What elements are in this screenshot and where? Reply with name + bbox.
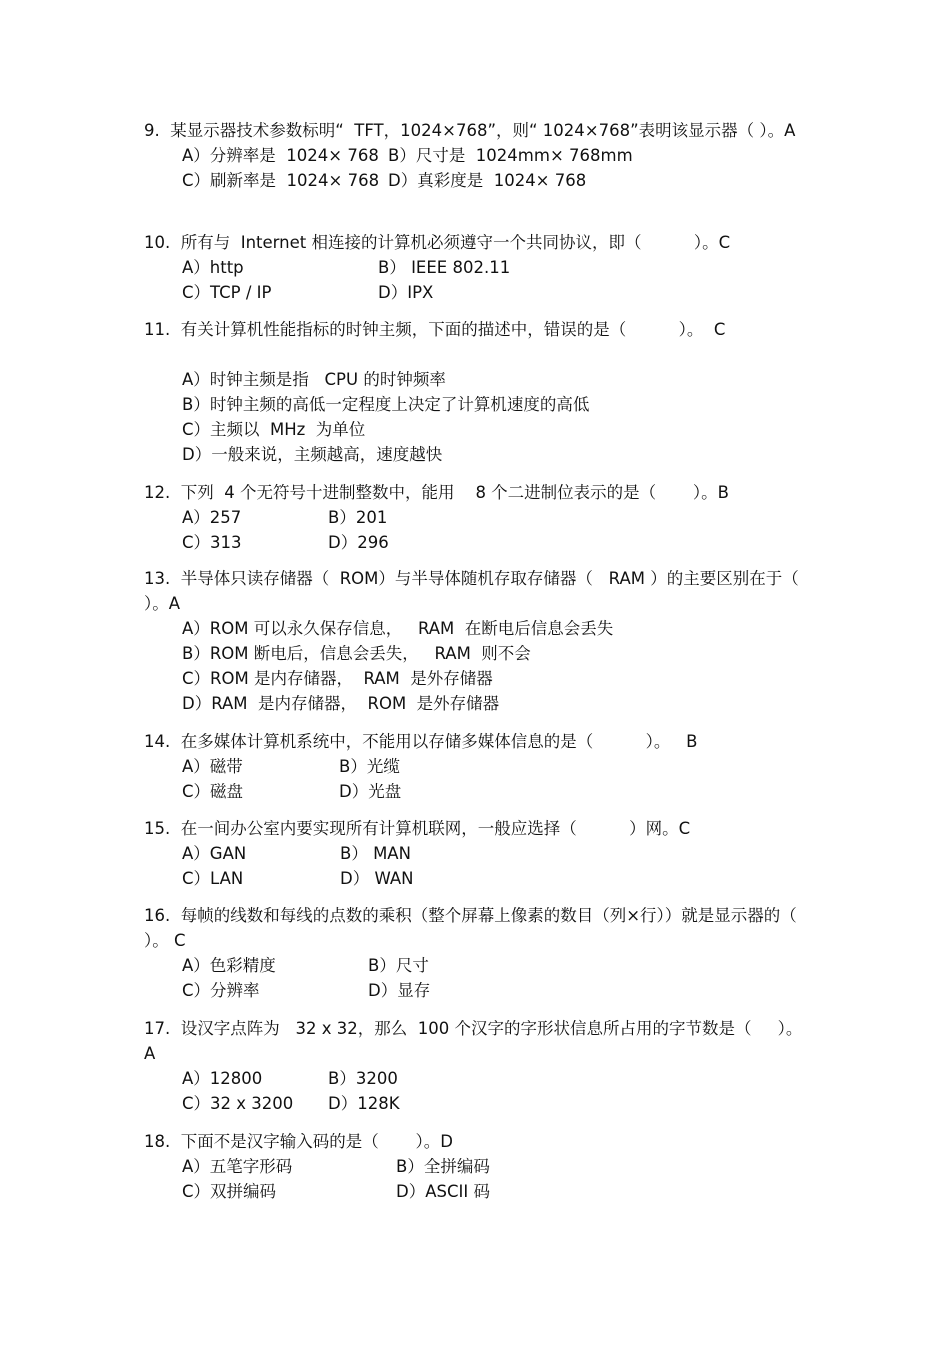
option-a: A）257 [182, 508, 242, 527]
question-stem: 11. 有关计算机性能指标的时钟主频，下面的描述中，错误的是（ ）。 C [144, 320, 726, 339]
question-stem: 16. 每帧的线数和每线的点数的乘积（整个屏幕上像素的数目（列×行））就是显示器的（ ）。 C [144, 906, 824, 950]
option-a: A）五笔字形码 [182, 1157, 293, 1176]
option-d: D） WAN [340, 869, 414, 888]
question-stem: 9. 某显示器技术参数标明“ TFT，1024×768”，则“ 1024×768”表明该显示器（ ）。A [144, 121, 796, 140]
option-b: B）时钟主频的高低一定程度上决定了计算机速度的高低 [182, 395, 590, 414]
option-row [144, 143, 804, 168]
option-row [144, 168, 804, 193]
option-a: A）时钟主频是指 CPU 的时钟频率 [182, 370, 446, 389]
option-c: C）分辨率 [182, 981, 260, 1000]
question-stem: 18. 下面不是汉字输入码的是（ ）。D [144, 1132, 453, 1151]
option-row [144, 866, 804, 891]
option-row [144, 1179, 804, 1204]
option-d: D）显存 [368, 981, 431, 1000]
option-b: B）3200 [328, 1069, 398, 1088]
question-stem: 10. 所有与 Internet 相连接的计算机必须遵守一个共同协议，即（ ）。C [144, 233, 731, 252]
option-d: D）RAM 是内存储器， ROM 是外存储器 [182, 694, 500, 713]
question-11 [144, 317, 804, 467]
option-row [144, 779, 804, 804]
option-b: B）201 [328, 508, 388, 527]
question-15 [144, 816, 804, 891]
option-c: C）ROM 是内存储器， RAM 是外存储器 [182, 669, 493, 688]
option-a: A）http [182, 258, 244, 277]
option-a: A）GAN [182, 844, 247, 863]
option-c: C）主频以 MHz 为单位 [182, 420, 366, 439]
option-row [144, 1091, 804, 1116]
option-d: D）296 [328, 533, 389, 552]
option-b: B） IEEE 802.11 [378, 258, 511, 277]
option-row [144, 255, 804, 280]
question-stem: 14. 在多媒体计算机系统中，不能用以存储多媒体信息的是（ ）。 B [144, 732, 698, 751]
option-b: B）光缆 [339, 757, 400, 776]
question-stem: 13. 半导体只读存储器（ ROM）与半导体随机存取存储器（ RAM ）的主要区别在于（ ）。A [144, 569, 825, 613]
question-17 [144, 1016, 804, 1116]
question-stem: 12. 下列 4 个无符号十进制整数中，能用 8 个二进制位表示的是（ ）。B [144, 483, 729, 502]
option-c: C）TCP / IP [182, 283, 272, 302]
option-d: D）一般来说，主频越高，速度越快 [182, 445, 443, 464]
option-c: C）313 [182, 533, 242, 552]
option-d: D）IPX [378, 283, 434, 302]
question-13 [144, 566, 825, 716]
option-row [144, 505, 804, 530]
option-c: C）磁盘 [182, 782, 244, 801]
option-row [144, 953, 804, 978]
question-9 [144, 118, 804, 193]
option-b: B）尺寸 [368, 956, 429, 975]
option-row [144, 530, 804, 555]
option-c: C）32 x 3200 [182, 1094, 294, 1113]
option-a: A）12800 [182, 1069, 263, 1088]
option-d: D）真彩度是 1024× 768 [388, 171, 587, 190]
question-12 [144, 480, 804, 555]
option-a: A）磁带 [182, 757, 243, 776]
option-a: A）色彩精度 [182, 956, 276, 975]
option-row [144, 1066, 804, 1091]
question-16 [144, 903, 824, 1003]
question-stem: 15. 在一间办公室内要实现所有计算机联网，一般应选择（ ）网。C [144, 819, 691, 838]
question-stem: 17. 设汉字点阵为 32 x 32，那么 100 个汉字的字形状信息所占用的字节数是（ ）。A [144, 1019, 803, 1063]
option-row [144, 280, 804, 305]
option-a: A）ROM 可以永久保存信息， RAM 在断电后信息会丢失 [182, 619, 614, 638]
option-row [144, 754, 804, 779]
option-b: B）ROM 断电后，信息会丢失， RAM 则不会 [182, 644, 531, 663]
question-14 [144, 729, 804, 804]
option-a: A）分辨率是 1024× 768 [182, 146, 379, 165]
option-b: B）全拼编码 [396, 1157, 490, 1176]
option-row [144, 1154, 804, 1179]
option-d: D）光盘 [339, 782, 402, 801]
option-row [144, 978, 804, 1003]
option-b: B）尺寸是 1024mm× 768mm [388, 146, 633, 165]
option-c: C）双拼编码 [182, 1182, 277, 1201]
question-10 [144, 230, 804, 305]
option-d: D）128K [328, 1094, 400, 1113]
option-c: C）LAN [182, 869, 244, 888]
option-b: B） MAN [340, 844, 411, 863]
option-row [144, 841, 804, 866]
option-c: C）刷新率是 1024× 768 [182, 171, 380, 190]
option-d: D）ASCII 码 [396, 1182, 490, 1201]
question-18 [144, 1129, 804, 1204]
